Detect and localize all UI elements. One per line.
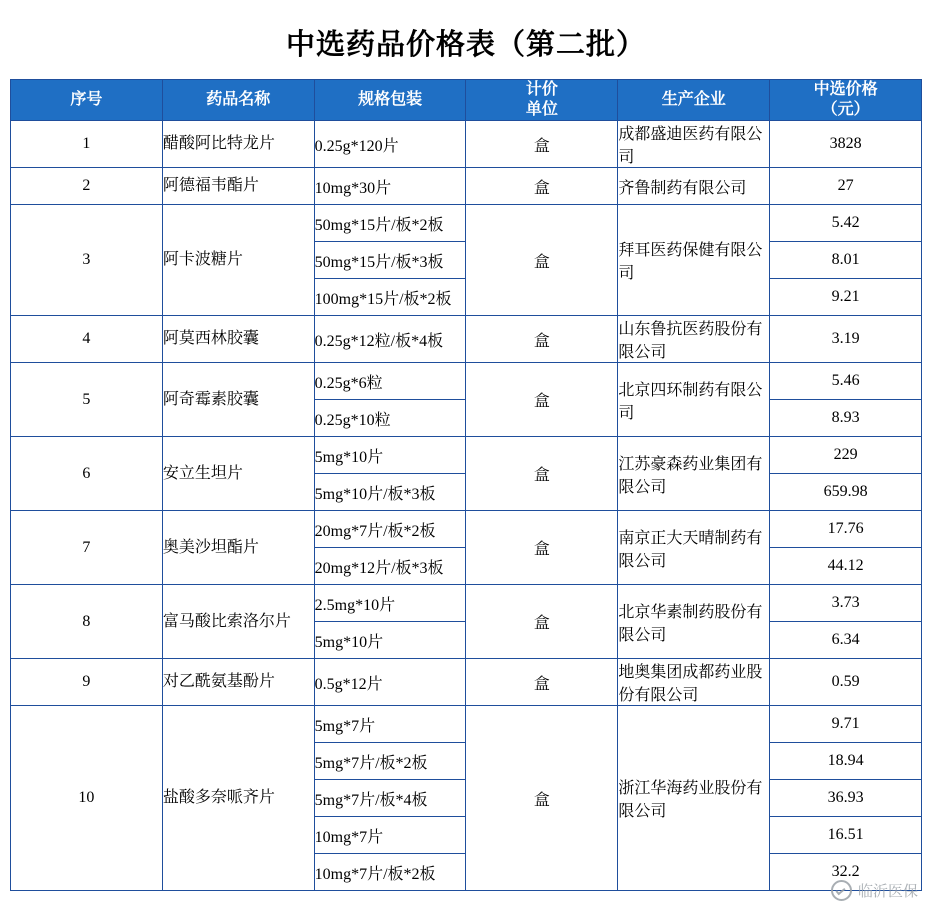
cell-price: 3.19 [770,316,922,363]
cell-price: 16.51 [770,817,922,854]
cell-unit: 盒 [466,363,618,437]
column-header-drug-name: 药品名称 [162,80,314,121]
cell-price: 6.34 [770,622,922,659]
cell-index: 2 [11,168,163,205]
check-circle-icon [831,880,852,901]
cell-manufacturer: 江苏豪森药业集团有限公司 [618,437,770,511]
column-header-spec: 规格包装 [314,80,466,121]
cell-index: 1 [11,121,163,168]
cell-spec: 0.25g*120片 [314,121,466,168]
cell-index: 10 [11,706,163,891]
cell-manufacturer: 成都盛迪医药有限公司 [618,121,770,168]
table-body [11,121,922,891]
cell-index: 3 [11,205,163,316]
cell-spec: 20mg*7片/板*2板 [314,511,466,548]
page-title: 中选药品价格表（第二批） [285,29,646,61]
cell-spec: 0.25g*6粒 [314,363,466,400]
column-header-unit [466,80,618,121]
cell-index: 8 [11,585,163,659]
cell-spec: 20mg*12片/板*3板 [314,548,466,585]
table-row [11,659,922,706]
cell-spec: 100mg*15片/板*2板 [314,279,466,316]
column-header-unit-line1: 计价 [525,81,558,98]
table-row [11,205,922,242]
cell-index: 9 [11,659,163,706]
cell-price: 8.93 [770,400,922,437]
cell-price: 659.98 [770,474,922,511]
cell-unit: 盒 [466,205,618,316]
cell-drug-name: 奥美沙坦酯片 [162,511,314,585]
cell-drug-name: 醋酸阿比特龙片 [162,121,314,168]
cell-spec: 10mg*7片/板*2板 [314,854,466,891]
cell-unit: 盒 [466,585,618,659]
cell-manufacturer: 地奥集团成都药业股份有限公司 [618,659,770,706]
cell-price: 17.76 [770,511,922,548]
cell-unit: 盒 [466,437,618,511]
cell-spec: 0.5g*12片 [314,659,466,706]
cell-unit: 盒 [466,121,618,168]
cell-manufacturer: 南京正大天晴制药有限公司 [618,511,770,585]
cell-spec: 5mg*7片/板*4板 [314,780,466,817]
cell-manufacturer: 山东鲁抗医药股份有限公司 [618,316,770,363]
cell-price: 32.2 [770,854,922,891]
table-row [11,706,922,743]
cell-manufacturer: 拜耳医药保健有限公司 [618,205,770,316]
cell-index: 4 [11,316,163,363]
cell-price: 27 [770,168,922,205]
price-table [10,79,922,891]
watermark-label: 临沂医保 [857,883,918,900]
table-header-row [11,80,922,121]
cell-unit: 盒 [466,168,618,205]
cell-drug-name: 安立生坦片 [162,437,314,511]
cell-price: 9.21 [770,279,922,316]
table-row [11,168,922,205]
cell-spec: 10mg*30片 [314,168,466,205]
column-header-price [770,80,922,121]
cell-spec: 0.25g*12粒/板*4板 [314,316,466,363]
cell-price: 5.46 [770,363,922,400]
column-header-manufacturer: 生产企业 [618,80,770,121]
cell-spec: 5mg*10片 [314,622,466,659]
watermark [831,880,918,901]
cell-drug-name: 阿德福韦酯片 [162,168,314,205]
cell-price: 18.94 [770,743,922,780]
column-header-price-line1: 中选价格 [813,81,878,98]
cell-manufacturer: 北京华素制药股份有限公司 [618,585,770,659]
column-header-price-line2: （元） [821,101,870,118]
table-row [11,363,922,400]
cell-index: 5 [11,363,163,437]
table-row [11,511,922,548]
cell-spec: 50mg*15片/板*2板 [314,205,466,242]
cell-manufacturer: 齐鲁制药有限公司 [618,168,770,205]
table-row [11,316,922,363]
cell-manufacturer: 浙江华海药业股份有限公司 [618,706,770,891]
cell-drug-name: 对乙酰氨基酚片 [162,659,314,706]
cell-drug-name: 富马酸比索洛尔片 [162,585,314,659]
cell-index: 6 [11,437,163,511]
cell-spec: 2.5mg*10片 [314,585,466,622]
cell-price: 229 [770,437,922,474]
cell-spec: 50mg*15片/板*3板 [314,242,466,279]
column-header-index: 序号 [11,80,163,121]
table-row [11,121,922,168]
cell-price: 9.71 [770,706,922,743]
cell-unit: 盒 [466,316,618,363]
cell-price: 0.59 [770,659,922,706]
cell-spec: 10mg*7片 [314,817,466,854]
table-row [11,437,922,474]
cell-unit: 盒 [466,659,618,706]
cell-drug-name: 盐酸多奈哌齐片 [162,706,314,891]
cell-price: 3.73 [770,585,922,622]
cell-price: 8.01 [770,242,922,279]
table-header [11,80,922,121]
cell-spec: 0.25g*10粒 [314,400,466,437]
cell-price: 3828 [770,121,922,168]
cell-spec: 5mg*7片 [314,706,466,743]
cell-unit: 盒 [466,511,618,585]
cell-index: 7 [11,511,163,585]
cell-spec: 5mg*10片 [314,437,466,474]
cell-manufacturer: 北京四环制药有限公司 [618,363,770,437]
cell-drug-name: 阿莫西林胶囊 [162,316,314,363]
cell-drug-name: 阿奇霉素胶囊 [162,363,314,437]
cell-unit: 盒 [466,706,618,891]
cell-price: 44.12 [770,548,922,585]
cell-spec: 5mg*10片/板*3板 [314,474,466,511]
table-row [11,585,922,622]
cell-price: 36.93 [770,780,922,817]
cell-spec: 5mg*7片/板*2板 [314,743,466,780]
column-header-unit-line2: 单位 [525,101,558,118]
cell-price: 5.42 [770,205,922,242]
cell-drug-name: 阿卡波糖片 [162,205,314,316]
